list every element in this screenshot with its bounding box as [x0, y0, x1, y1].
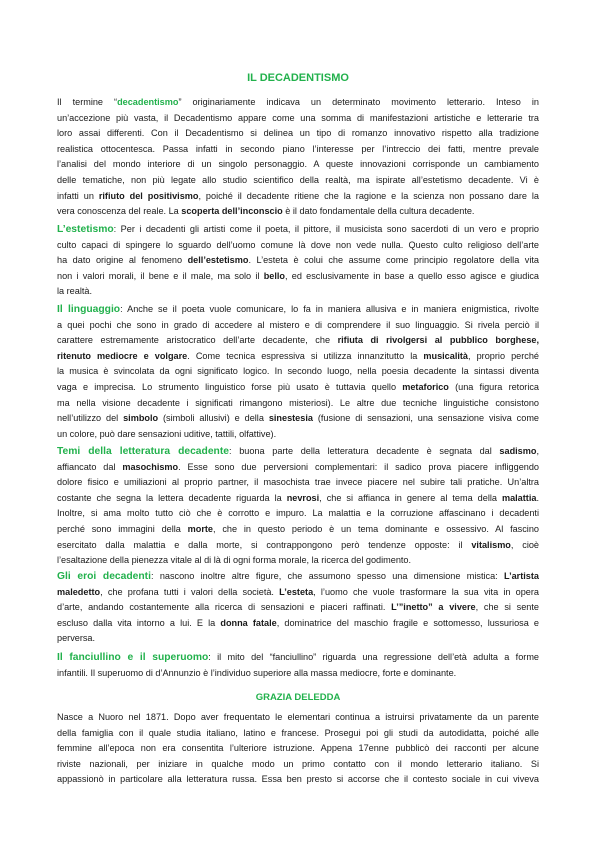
- document-title: IL DECADENTISMO: [247, 72, 349, 84]
- text-line: femmine all’epoca non era consentita l’ulteriore istruzione. Appena 17enne pubblicò dei racconti per alcune: [57, 743, 539, 754]
- text-line: d’arte, andando costantemente alla ricerca di sensazioni e piaceri raffinati. L’”inetto” a vivere, che si sente: [57, 602, 539, 613]
- text-line: escluso dalla vita intorno a lui. E la donna fatale, dominatrice del maschio fragile e sottomesso, lussuriosa e: [57, 617, 539, 628]
- text-line: delle tematiche, non più legate allo studio scientifico della realtà, ma ispirate all’estetismo decadente. Vi è: [57, 174, 539, 185]
- bold-term: dell’estetismo: [187, 255, 249, 266]
- text-line: la musica è svincolata da ogni significato logico. In secondo luogo, nella poesia decadente la sintassi diventa: [57, 366, 539, 377]
- text-line: Il fanciullino e il superuomo: il mito del “fanciullino” riguarda una regressione dell’età adulta a forme: [57, 652, 539, 663]
- bold-term: bello: [263, 270, 285, 281]
- text-line: della famiglia con il quale studia italiano, latino e francese. Prosegui poi gli studi da autodidatta, poiché alle: [57, 727, 539, 738]
- text-line: L’estetismo: Per i decadenti gli artisti come il poeta, il pittore, il musicista sono sacerdoti di un vero e proprio: [57, 224, 539, 235]
- bold-term: metaforico: [402, 381, 449, 392]
- bold-term: musicalità: [423, 350, 469, 361]
- bold-term: simbolo: [123, 413, 159, 424]
- bold-term: morte: [187, 523, 213, 534]
- section-heading: L’estetismo: [57, 224, 114, 235]
- bold-term: ritenuto mediocre e volgare: [57, 350, 188, 361]
- bold-term: rifiuto del positivismo: [98, 190, 199, 201]
- text-line: Il linguaggio: Anche se il poeta vuole comunicare, lo fa in maniera allusiva e in maniera enigmistica, rivolte: [57, 304, 539, 315]
- bold-term: sadismo: [499, 446, 537, 456]
- section-heading: Temi della letteratura decadente: [57, 446, 229, 457]
- text-line: culto capaci di spingere lo sguardo dell’uomo comune là dove non vede nulla. Questo culto religioso dell’arte: [57, 239, 539, 250]
- bold-term: L’artista: [504, 571, 539, 581]
- paragraph-deledda: [57, 710, 539, 788]
- text-line: affiancato dal masochismo. Esse sono due perversioni complementari: il sadico prova piacere infliggendo: [57, 461, 539, 472]
- text-line: Nasce a Nuoro nel 1871. Dopo aver frequentato le elementari continua a istruirsi privatamente da un parente: [57, 712, 539, 722]
- bold-term: L’”inetto” a vivere: [391, 602, 476, 613]
- text-line: vera conoscenza del reale. La scoperta dell’inconscio è il dato fondamentale della cultura decadente.: [57, 206, 475, 217]
- text-line: riviste nazionali, per iniziare in qualche modo un primo contatto con il mondo letterario italiano. Si: [57, 758, 539, 769]
- text-line: vaga e imprecisa. Lo strumento linguistico forse più usato è tuttavia quello metaforico (una figura retorica: [57, 381, 539, 392]
- text-line: infatti un rifiuto del positivismo, poiché il decadente ritiene che la ragione e la scienza non possano dare la: [57, 190, 539, 201]
- text-line: infantili. Il superuomo di d’Annunzio è l’individuo superiore alla massa mediocre, forte e dominante.: [57, 667, 457, 678]
- paragraph-temi: [57, 444, 539, 569]
- text-line: Gli eroi decadenti: nascono inoltre altre figure, che assumono spesso una dimensione mistica: L’artista: [57, 571, 539, 582]
- text-line: loro assai differenti. Con il Decadentismo si delinea un tipo di romanzo innovativo rispetto alla tradizione: [57, 128, 539, 139]
- text-line: ma nella visione decadente i significati rimangono misteriosi). Le altre due tecniche linguistiche consistono: [57, 397, 539, 408]
- text-line: appassionò in particolare alla letteratura russa. Essa ben presto si accorse che il contesto sociale in cui viveva: [57, 774, 539, 785]
- bold-term: scoperta dell’inconscio: [181, 206, 283, 217]
- bold-term: rifiuta di rivolgersi al pubblico borghese,: [337, 335, 540, 346]
- text-line: non i valori morali, il bene e il male, ma solo il bello, ed esclusivamente in base a quello esso agisce e giudica: [57, 270, 539, 281]
- text-line: l’analisi del mondo interiore di un singolo personaggio. A queste innovazioni corrisponde un cambiamento: [57, 159, 539, 170]
- text-line: realistica ottocentesca. Passa infatti in secondo piano l’interesse per l’intreccio dei fatti, mentre prevale: [57, 143, 539, 154]
- highlight-term: decadentismo: [117, 97, 179, 107]
- text-line: l’esaltazione della pienezza vitale al di là di ogni forma morale, la ricerca del godimento.: [57, 555, 412, 566]
- paragraph-eroi: [57, 569, 539, 647]
- bold-term: vitalismo: [471, 539, 511, 550]
- section-heading: Il fanciullino e il superuomo: [57, 652, 209, 663]
- text-line: Il termine “decadentismo” originariamente indicava un determinato movimento letterario. Inteso in: [57, 97, 539, 107]
- bold-term: sinestesia: [268, 413, 313, 424]
- paragraph-linguaggio: [57, 302, 539, 442]
- text-line: dolore fisico e umiliazioni al proprio partner, il masochista trae invece piacere nel subire tali pratiche. Un’altra: [57, 477, 539, 488]
- paragraph-intro: [57, 95, 539, 220]
- text-line: carattere estremamente aristocratico dell’arte decadente, che rifiuta di rivolgersi al pubblico borghese,: [57, 335, 540, 346]
- bold-term: malattia: [501, 492, 537, 503]
- section-heading: Gli eroi decadenti: [57, 571, 151, 582]
- section-title-deledda: GRAZIA DELEDDA: [255, 692, 341, 703]
- text-line: Inoltre, si ama molto tutto ciò che è corrotto e impuro. La malattia e la corruzione affascinano i decadenti: [57, 508, 539, 519]
- text-line: ritenuto mediocre e volgare. Come tecnica espressiva si utilizza innanzitutto la musicalità, proprio perché: [57, 350, 539, 361]
- text-line: la realtà.: [57, 286, 92, 297]
- text-line: nell’utilizzo del simbolo (simboli allusivi) e della sinestesia (fusione di sensazioni, una sensazione visiva come: [57, 413, 539, 424]
- text-line: perversa.: [57, 633, 96, 644]
- text-line: perché sono immagini della morte, che in questo periodo è un tema dominante e ossessivo. Al fascino: [57, 523, 539, 534]
- paragraph-estetismo: [57, 222, 539, 300]
- text-line: un’accezione più vasta, il Decadentismo appare come una somma di manifestazioni artistiche e letterarie tra: [57, 112, 539, 123]
- section-heading: Il linguaggio: [57, 304, 121, 315]
- text-line: ha dato origine al fenomeno dell’estetismo. L’esteta è colui che assume come principio regolatore della vita: [57, 255, 539, 266]
- text-line: a quei pochi che sono in grado di accedere al mistero e di comprendere il suo linguaggio. Si rivela perciò il: [57, 319, 539, 330]
- bold-term: nevrosi: [286, 492, 320, 503]
- text-line: Temi della letteratura decadente: buona parte della letteratura decadente è segnata dal sadismo,: [57, 446, 539, 457]
- bold-term: masochismo: [122, 461, 179, 472]
- paragraph-fanciullino: [57, 650, 539, 681]
- text-line: esercitato dalla malattia e dalla morte, si contrappongono però tendenze opposte: il vitalismo, cioè: [57, 539, 539, 550]
- bold-term: L’esteta: [279, 586, 314, 597]
- text-line: maledetto, che profana tutti i valori della società. L’esteta, l’uomo che vuole trasformare la sua vita in opera: [57, 586, 539, 597]
- text-line: un colore, può dare sensazioni uditive, tattili, olfattive).: [57, 428, 277, 439]
- bold-term: maledetto: [57, 586, 101, 597]
- text-line: costante che segna la lettera decadente riguarda la nevrosi, che si affianca in genere al tema della malattia.: [57, 492, 539, 503]
- bold-term: donna fatale: [220, 617, 277, 628]
